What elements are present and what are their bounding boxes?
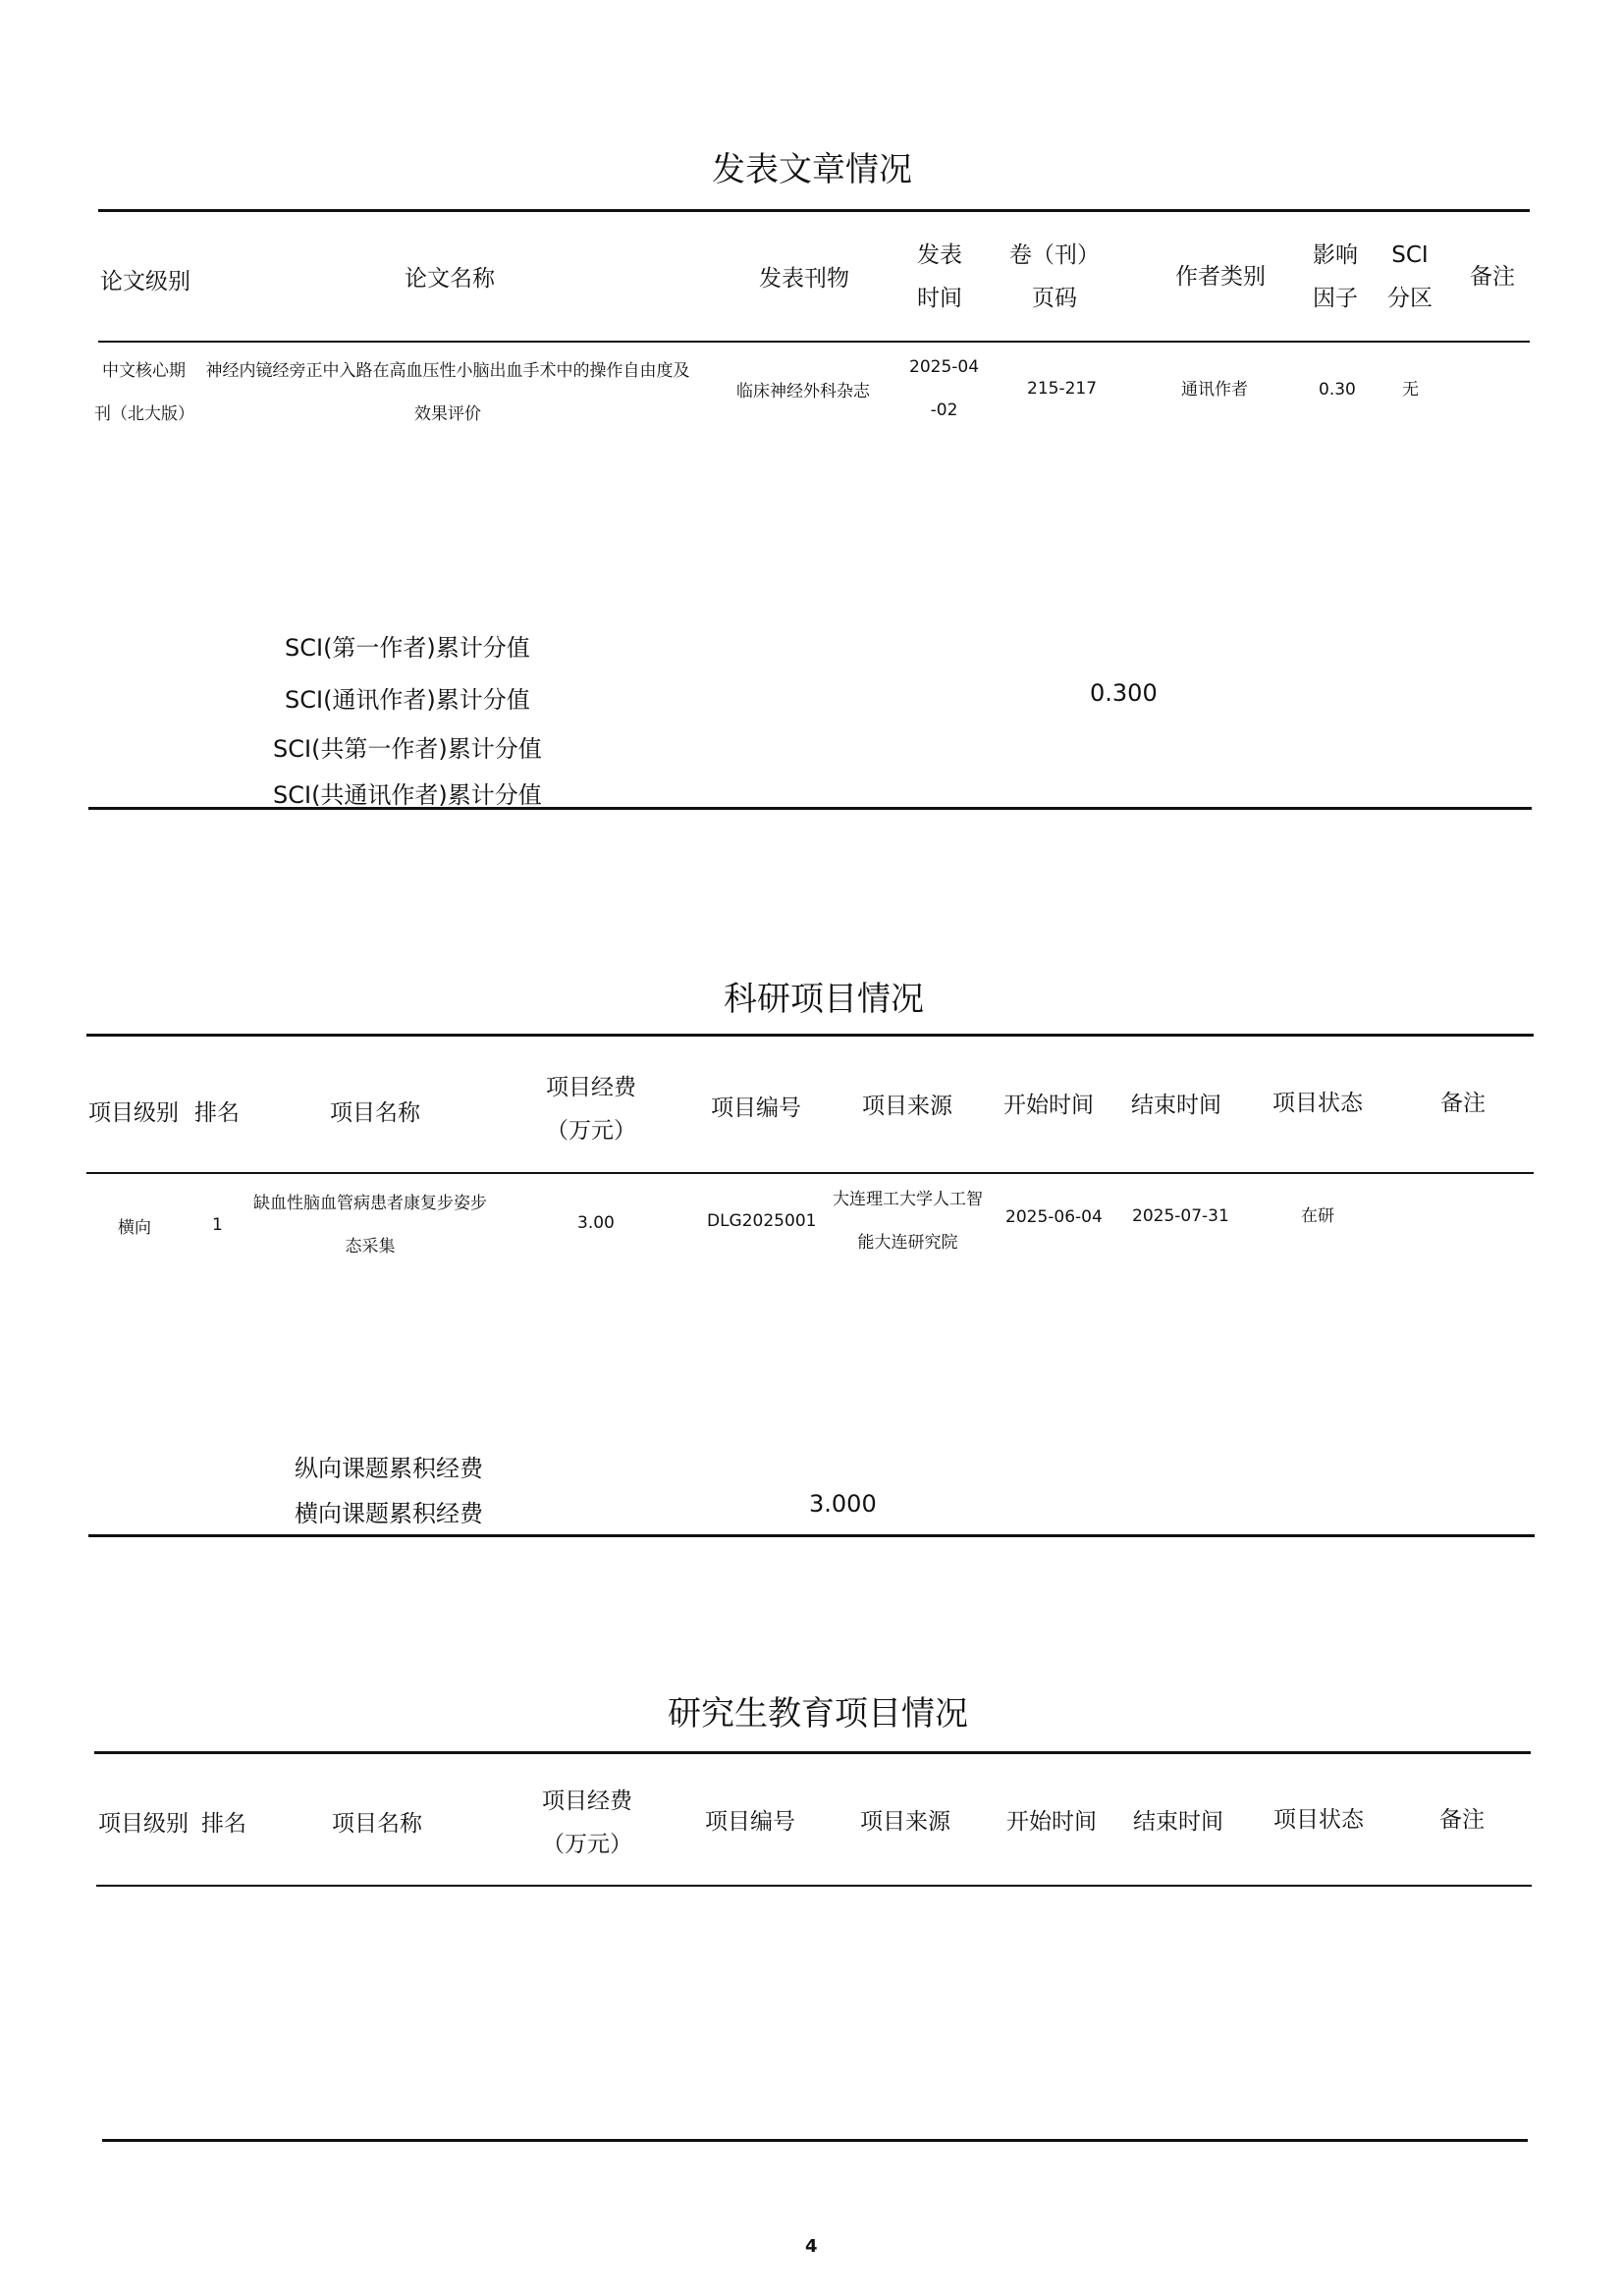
grad-projects-top-rule <box>94 1751 1531 1754</box>
header-grad-end: 结束时间 <box>1133 1809 1223 1835</box>
projects-section-title: 科研项目情况 <box>724 980 924 1019</box>
header-pages <box>1009 234 1100 320</box>
header-grad-rank: 排名 <box>201 1811 246 1837</box>
project-name-line2: 态采集 <box>345 1237 396 1256</box>
paper-name-cell <box>202 349 693 436</box>
project-status-cell: 在研 <box>1301 1206 1334 1226</box>
header-pages-line2: 页码 <box>1032 286 1077 311</box>
header-grad-status: 项目状态 <box>1273 1807 1364 1833</box>
summary-label-sci-co-first: SCI(共第一作者)累计分值 <box>273 735 542 763</box>
project-funds-cell: 3.00 <box>577 1213 615 1233</box>
header-publish-date-line1: 发表 <box>917 242 962 268</box>
header-grad-start: 开始时间 <box>1006 1809 1097 1835</box>
projects-bottom-rule <box>88 1534 1535 1537</box>
header-grad-name: 项目名称 <box>332 1811 422 1837</box>
header-project-remark: 备注 <box>1440 1091 1486 1116</box>
paper-date-line2: -02 <box>930 400 958 420</box>
header-project-funds-line1: 项目经费 <box>546 1075 636 1100</box>
header-publish-date-line2: 时间 <box>917 286 962 311</box>
paper-date-cell <box>909 346 979 432</box>
project-source-cell <box>833 1178 983 1264</box>
paper-journal-cell: 临床神经外科杂志 <box>736 382 870 401</box>
paper-pages-cell: 215-217 <box>1027 379 1098 399</box>
header-author-type: 作者类别 <box>1175 264 1266 290</box>
header-grad-source: 项目来源 <box>860 1809 950 1835</box>
header-publish-date <box>917 234 962 320</box>
projects-top-rule <box>86 1034 1534 1037</box>
header-grad-level: 项目级别 <box>98 1811 189 1837</box>
summary-label-sci-co-corresponding: SCI(共通讯作者)累计分值 <box>273 781 542 809</box>
summary-label-sci-corresponding: SCI(通讯作者)累计分值 <box>285 686 530 714</box>
header-pages-line1: 卷（刊） <box>1009 242 1100 268</box>
header-journal: 发表刊物 <box>759 266 849 292</box>
project-rank-cell: 1 <box>212 1215 223 1235</box>
project-name-cell <box>253 1182 487 1268</box>
papers-section-title: 发表文章情况 <box>712 150 912 189</box>
grad-projects-header-rule <box>96 1885 1532 1887</box>
project-source-line1: 大连理工大学人工智 <box>833 1190 983 1209</box>
projects-summary-value: 3.000 <box>809 1490 877 1518</box>
header-impact-line1: 影响 <box>1313 242 1358 268</box>
header-sci-line2: 分区 <box>1387 286 1433 311</box>
header-grad-funds <box>542 1780 632 1866</box>
papers-summary-value: 0.300 <box>1090 679 1158 707</box>
project-source-line2: 能大连研究院 <box>857 1233 958 1253</box>
paper-level-cell <box>94 349 194 436</box>
paper-sci-cell: 无 <box>1402 380 1419 400</box>
header-project-funds-line2: （万元） <box>546 1118 636 1144</box>
paper-level-line2: 刊（北大版） <box>94 404 194 424</box>
page-number: 4 <box>805 2236 818 2257</box>
papers-top-rule <box>98 209 1530 212</box>
header-project-status: 项目状态 <box>1272 1091 1363 1116</box>
header-grad-funds-line2: （万元） <box>542 1832 632 1857</box>
paper-impact-cell: 0.30 <box>1319 380 1356 400</box>
header-impact-factor <box>1313 234 1358 320</box>
header-project-end: 结束时间 <box>1131 1093 1221 1118</box>
header-grad-number: 项目编号 <box>705 1809 795 1835</box>
header-project-source: 项目来源 <box>862 1094 952 1119</box>
header-project-rank: 排名 <box>194 1100 240 1126</box>
paper-date-line1: 2025-04 <box>909 357 980 377</box>
header-paper-level: 论文级别 <box>100 269 190 294</box>
header-paper-remark: 备注 <box>1470 264 1515 290</box>
header-paper-name: 论文名称 <box>405 266 495 292</box>
summary-label-horizontal-funds: 横向课题累积经费 <box>295 1500 483 1527</box>
summary-label-vertical-funds: 纵向课题累积经费 <box>295 1455 483 1482</box>
header-project-start: 开始时间 <box>1003 1093 1094 1118</box>
project-level-cell: 横向 <box>118 1218 151 1238</box>
project-number-cell: DLG2025001 <box>707 1211 817 1231</box>
header-project-funds <box>546 1066 636 1152</box>
papers-bottom-rule <box>88 807 1532 810</box>
paper-name-line2: 效果评价 <box>414 404 481 424</box>
paper-author-type-cell: 通讯作者 <box>1181 380 1248 400</box>
project-end-cell: 2025-07-31 <box>1132 1206 1229 1226</box>
grad-projects-bottom-rule <box>102 2139 1528 2142</box>
header-sci-zone <box>1387 234 1433 320</box>
paper-name-line1: 神经内镜经旁正中入路在高血压性小脑出血手术中的操作自由度及 <box>205 361 690 381</box>
header-impact-line2: 因子 <box>1313 286 1358 311</box>
header-project-number: 项目编号 <box>711 1095 801 1121</box>
header-grad-remark: 备注 <box>1439 1807 1485 1833</box>
header-sci-line1: SCI <box>1391 242 1429 268</box>
project-name-line1: 缺血性脑血管病患者康复步姿步 <box>253 1194 487 1213</box>
papers-header-rule <box>98 341 1530 343</box>
projects-header-rule <box>86 1172 1534 1174</box>
summary-label-sci-first: SCI(第一作者)累计分值 <box>285 634 530 662</box>
paper-level-line1: 中文核心期 <box>102 361 186 381</box>
header-project-name: 项目名称 <box>330 1100 420 1126</box>
header-grad-funds-line1: 项目经费 <box>542 1789 632 1814</box>
project-start-cell: 2025-06-04 <box>1005 1207 1103 1227</box>
header-project-level: 项目级别 <box>88 1100 179 1126</box>
grad-projects-section-title: 研究生教育项目情况 <box>668 1694 968 1734</box>
